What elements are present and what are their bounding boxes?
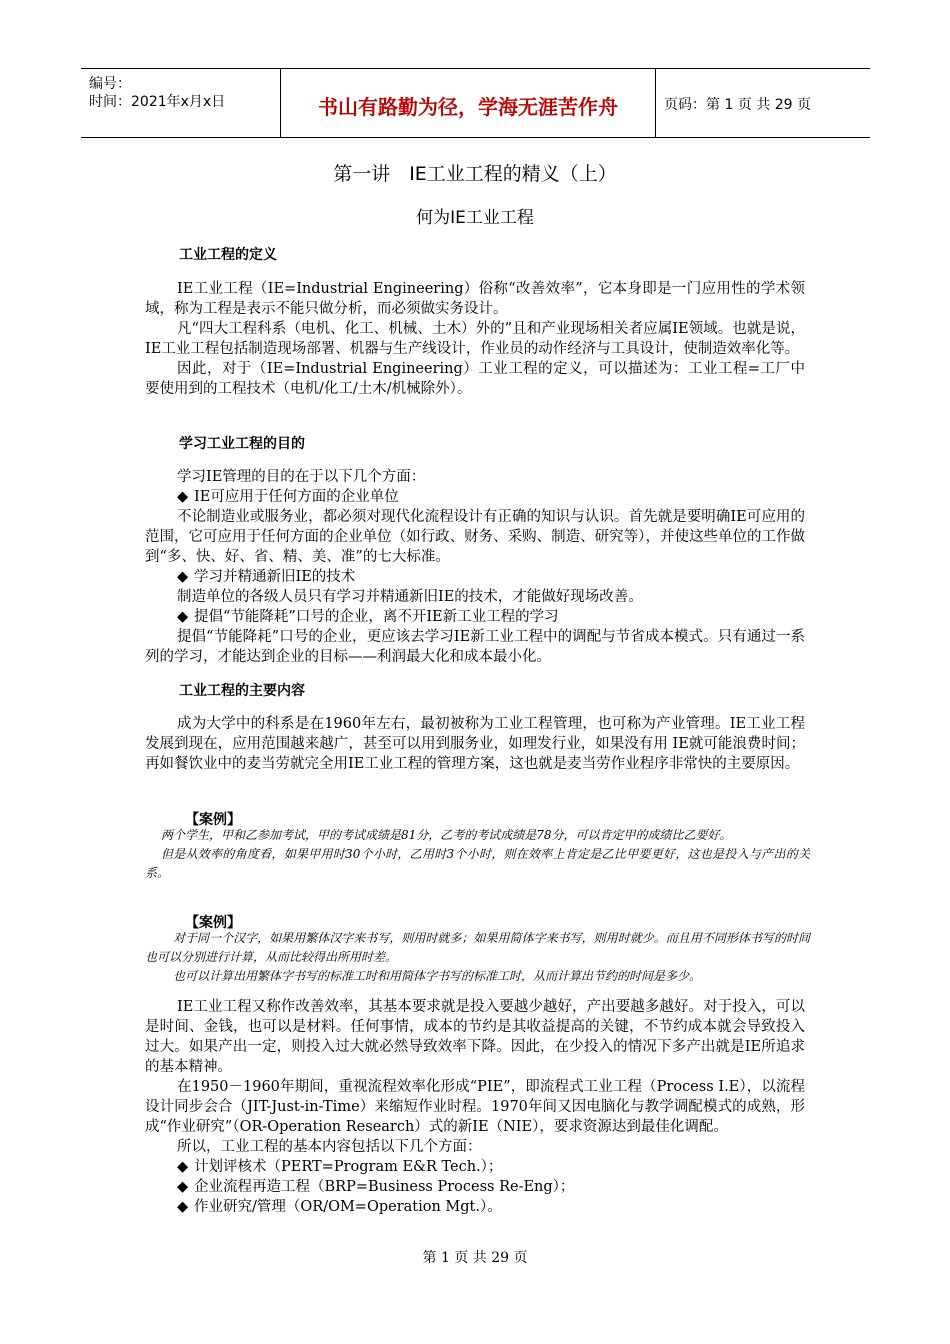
diamond-bullet-icon: ◆ — [177, 1179, 189, 1195]
case-body — [145, 929, 810, 986]
case-title: 【案例】 — [185, 915, 241, 931]
header-date: 时间：2021年x月x日 — [89, 94, 226, 110]
case-paragraph: 但是从效率的角度看，如果甲用时30个小时，乙用时3个小时，则在效率上肯定是乙比甲要更好，这也是投入与产出的关系。 — [145, 847, 810, 880]
page-header — [81, 68, 870, 138]
bullet-text: 提倡“节能降耗”口号的企业，离不开IE新工业工程的学习 — [194, 609, 559, 625]
case-paragraph: 也可以计算出用繁体字书写的标准工时和用简体字书写的标准工时，从而计算出节约的时间是多少。 — [173, 969, 702, 983]
diamond-bullet-icon: ◆ — [177, 569, 189, 585]
list-item-text: 计划评核术（PERT=Program E&R Tech.）； — [194, 1159, 503, 1175]
header-info-cell — [81, 69, 281, 137]
bullet-text: 学习并精通新旧IE的技术 — [194, 569, 356, 585]
header-number: 编号： — [89, 76, 131, 92]
bullet-item — [145, 567, 805, 587]
section-heading-content: 工业工程的主要内容 — [179, 683, 305, 699]
paragraph: IE工业工程（IE=Industrial Engineering）俗称“改善效率”，它本身即是一门应用性的学术领域，称为工程是表示不能只做分析，而必须做实务设计。 — [145, 281, 805, 317]
paragraph: 提倡“节能降耗”口号的企业，更应该去学习IE新工业工程中的调配与节省成本模式。只有通过一系列的学习，才能达到企业的目标——利润最大化和成本最小化。 — [145, 629, 805, 665]
document-subtitle: 何为IE工业工程 — [416, 208, 534, 228]
list-item — [145, 1177, 805, 1197]
diamond-bullet-icon: ◆ — [177, 489, 189, 505]
document-title: 第一讲 IE工业工程的精义（上） — [333, 163, 617, 185]
page-footer: 第 1 页 共 29 页 — [422, 1250, 528, 1266]
paragraph: 成为大学中的科系是在1960年左右，最初被称为工业工程管理，也可称为产业管理。IE工业工程发展到现在，应用范围越来越广，甚至可以用到服务业，如理发行业，如果没有用 IE就可能浪费时间；再如餐饮业中的麦当劳就完全用IE工业工程的管理方案，这也就是麦当劳作业程序非常快的主要原因。 — [145, 716, 805, 772]
list-item — [145, 1197, 805, 1217]
list-item — [145, 1157, 805, 1177]
diamond-bullet-icon: ◆ — [177, 609, 189, 625]
case-title: 【案例】 — [185, 812, 241, 828]
case-body — [145, 826, 810, 883]
section-heading-purpose: 学习工业工程的目的 — [179, 436, 305, 452]
section-purpose-body — [145, 467, 805, 667]
section-definition-body — [145, 279, 805, 399]
paragraph: 所以，工业工程的基本内容包括以下几个方面： — [177, 1139, 482, 1155]
paragraph: 制造单位的各级人员只有学习并精通新旧IE的技术，才能做好现场改善。 — [177, 589, 643, 605]
case-paragraph: 对于同一个汉字，如果用繁体汉字来书写，则用时就多；如果用简体字来书写，则用时就少。而且用不同形体书写的时间也可以分别进行计算，从而比较得出所用时差。 — [145, 931, 810, 964]
bullet-item — [145, 487, 805, 507]
paragraph: IE工业工程又称作改善效率，其基本要求就是投入要越少越好，产出要越多越好。对于投入，可以是时间、金钱，也可以是材料。任何事情，成本的节约是其收益提高的关键，不节约成本就会导致投入过大。如果产出一定，则投入过大就必然导致效率下降。因此，在少投入的情况下多产出就是IE所追求的基本精神。 — [145, 999, 805, 1075]
section-content-intro — [145, 714, 805, 774]
paragraph: 凡“四大工程科系（电机、化工、机械、土木）外的”且和产业现场相关者应属IE领域。也就是说，IE工业工程包括制造现场部署、机器与生产线设计，作业员的动作经济与工具设计，使制造效率化等。 — [145, 321, 805, 357]
list-item-text: 企业流程再造工程（BRP=Business Process Re-Eng）； — [194, 1179, 575, 1195]
case-paragraph: 两个学生，甲和乙参加考试，甲的考试成绩是81分，乙考的考试成绩是78分，可以肯定甲的成绩比乙要好。 — [161, 828, 732, 842]
section-heading-definition: 工业工程的定义 — [179, 247, 277, 263]
paragraph: 不论制造业或服务业，都必须对现代化流程设计有正确的知识与认识。首先就是要明确IE可应用的范围，它可应用于任何方面的企业单位（如行政、财务、采购、制造、研究等），并使这些单位的工作做到“多、快、好、省、精、美、准”的七大标准。 — [145, 509, 805, 565]
header-motto: 书山有路勤为径，学海无涯苦作舟 — [318, 95, 618, 119]
section-content-body — [145, 997, 805, 1217]
header-page-cell — [656, 69, 870, 137]
list-item-text: 作业研究/管理（OR/OM=Operation Mgt.）。 — [194, 1199, 502, 1215]
paragraph: 因此，对于（IE=Industrial Engineering）工业工程的定义，可以描述为：工业工程=工厂中要使用到的工程技术（电机/化工/土木/机械除外）。 — [145, 361, 805, 397]
bullet-text: IE可应用于任何方面的企业单位 — [194, 489, 399, 505]
diamond-bullet-icon: ◆ — [177, 1199, 189, 1215]
paragraph: 学习IE管理的目的在于以下几个方面： — [177, 469, 426, 485]
paragraph: 在1950－1960年期间，重视流程效率化形成“PIE”，即流程式工业工程（Process I.E），以流程设计同步会合（JIT-Just-in-Time）来缩短作业时程。1970年间又因电脑化与教学调配模式的成熟，形成“作业研究”（OR-Operation Research）式的新IE（NIE），要求资源达到最佳化调配。 — [145, 1079, 805, 1135]
bullet-item — [145, 607, 805, 627]
header-motto-cell — [281, 69, 656, 137]
diamond-bullet-icon: ◆ — [177, 1159, 189, 1175]
header-page-number: 页码：第 1 页 共 29 页 — [664, 97, 811, 113]
